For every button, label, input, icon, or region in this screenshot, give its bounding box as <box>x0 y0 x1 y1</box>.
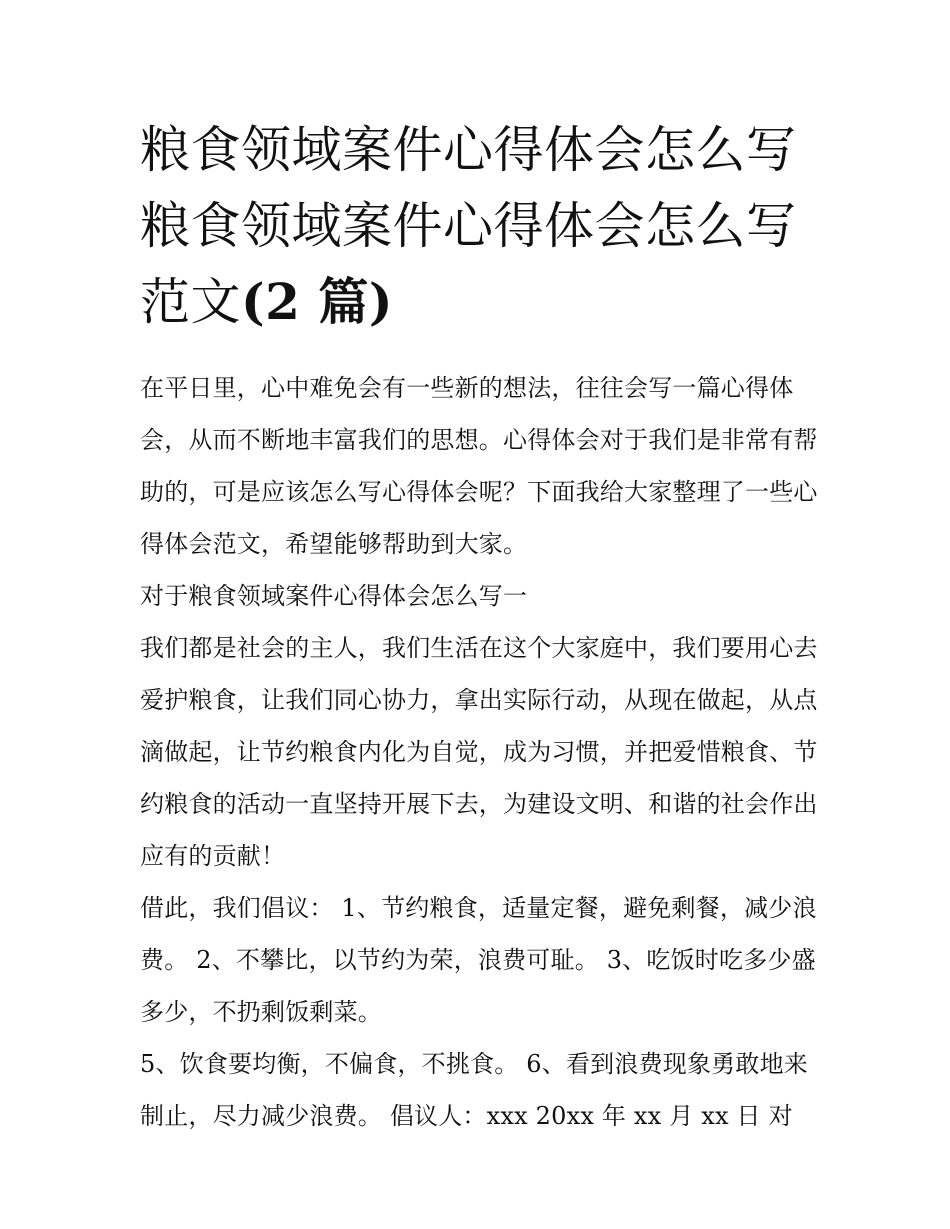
intro-paragraph: 在平日里，心中难免会有一些新的想法，往往会写一篇心得体会，从而不断地丰富我们的思想。心得体会对于我们是非常有帮助的，可是应该怎么写心得体会呢？下面我给大家整理了一些心得体会范文，希望能够帮助到大家。 <box>140 374 818 558</box>
title-line-3-suffix: (2 篇) <box>241 272 394 331</box>
section-heading: 对于粮食领域案件心得体会怎么写一 <box>140 582 528 610</box>
body-paragraph: 我们都是社会的主人，我们生活在这个大家庭中，我们要用心去爱护粮食，让我们同心协力，拿出实际行动，从现在做起，从点滴做起，让节约粮食内化为自觉，成为习惯，并把爱惜粮食、节约粮食的活动一直坚持开展下去，为建设文明、和谐的社会作出应有的贡献！ <box>140 634 818 870</box>
title-line-3 <box>140 264 820 340</box>
document-page <box>140 112 820 1142</box>
title-line-2: 粮食领域案件心得体会怎么写 <box>140 197 797 255</box>
document-body <box>140 362 820 1142</box>
proposal-paragraph-continued: 5、饮食要均衡，不偏食，不挑食。 6、看到浪费现象勇敢地来制止，尽力减少浪费。 倡议人：xxx 20xx 年 xx 月 xx 日 对 <box>140 1050 808 1130</box>
title-line-1: 粮食领域案件心得体会怎么写 <box>140 121 797 179</box>
proposal-paragraph: 借此，我们倡议： 1、节约粮食，适量定餐，避免剩餐，减少浪费。 2、不攀比，以节约为荣，浪费可耻。 3、吃饭时吃多少盛多少，不扔剩饭剩菜。 <box>140 894 817 1026</box>
title-line-3-prefix: 范文 <box>140 273 241 331</box>
document-title <box>140 112 820 340</box>
